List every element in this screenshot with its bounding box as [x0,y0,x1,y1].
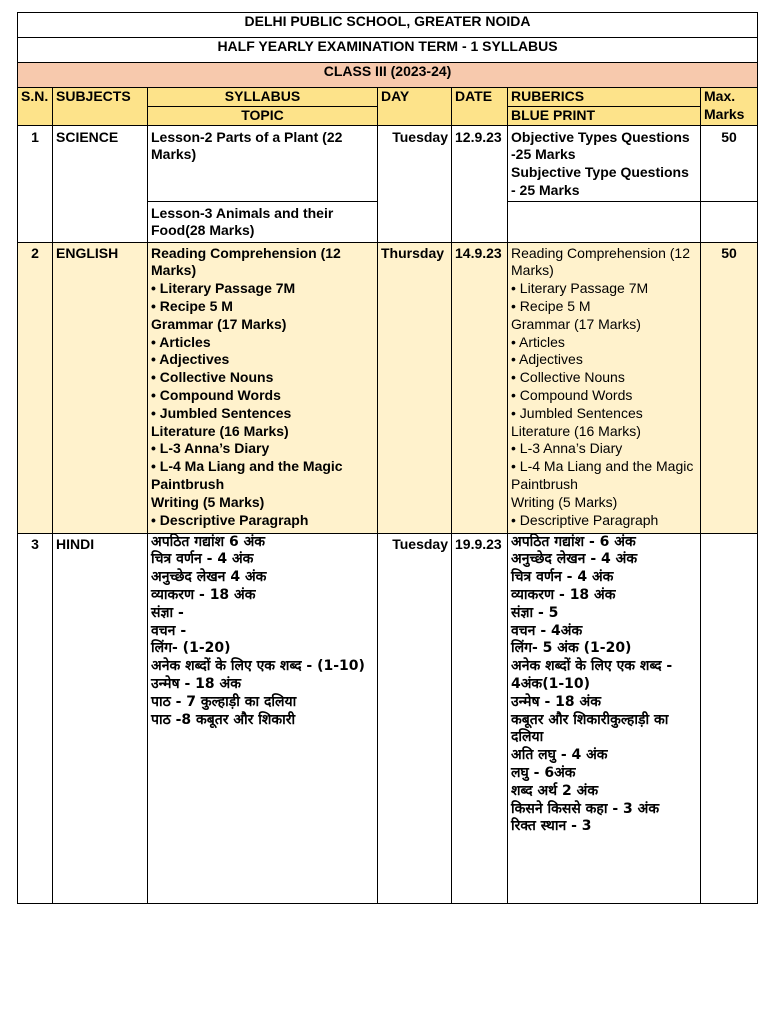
row-topics [148,533,378,903]
col-header-blueprint: BLUE PRINT [508,106,701,125]
list-item: उन्मेष - 18 अंक [511,693,601,710]
list-item: Grammar (17 Marks) [511,315,641,332]
syllabus-table [17,12,758,904]
list-item: अति लघु - 4 अंक [511,747,608,764]
table-row-english [18,242,758,533]
list-item: • Adjectives [511,351,583,368]
list-item: रिक्त स्थान - 3 [511,818,592,835]
list-item: • Collective Nouns [511,369,625,386]
list-item: • Recipe 5 M [511,297,591,314]
row-subject: SCIENCE [53,125,148,242]
col-header-day: DAY [378,88,452,126]
row-blueprint [508,533,701,903]
row-topic: Lesson-2 Parts of a Plant (22 Marks) [148,125,378,201]
list-item: वचन - 4अंक [511,622,583,639]
list-item: किसने किससे कहा - 3 अंक [511,800,660,817]
school-title: DELHI PUBLIC SCHOOL, GREATER NOIDA [18,13,758,38]
list-item: • Adjectives [151,351,230,368]
row-subject: ENGLISH [53,242,148,533]
row-day: Tuesday [378,125,452,242]
list-item: • Jumbled Sentences [511,404,643,421]
row-topic: Lesson-3 Animals and their Food(28 Marks) [148,201,378,242]
list-item: लिंग- (1-20) [151,640,231,657]
row-sn: 3 [18,533,53,903]
row-topics [148,242,378,533]
row-blueprint: Objective Types Questions -25 Marks Subjective Type Questions - 25 Marks [508,125,701,201]
column-header-row [18,88,758,107]
list-item: • Compound Words [511,386,633,403]
list-item: अनुच्छेद लेखन - 4 अंक [511,551,638,568]
list-item: • L-3 Anna’s Diary [511,440,623,457]
table-row-hindi [18,533,758,903]
row-subject: HINDI [53,533,148,903]
list-item: संज्ञा - 5 [511,604,559,621]
table-row-science [18,125,758,201]
row-blueprint [508,242,701,533]
row-date: 19.9.23 [452,533,508,903]
row-blueprint-empty [508,201,701,242]
list-item: संज्ञा - [151,604,184,621]
list-item: अनुच्छेद लेखन 4 अंक [151,569,267,586]
list-item: Writing (5 Marks) [511,493,618,510]
col-header-sn: S.N. [18,88,53,126]
row-max-marks: 50 [701,242,758,533]
list-item: • Collective Nouns [151,369,274,386]
list-item: Literature (16 Marks) [511,422,641,439]
list-item: अनेक शब्दों के लिए एक शब्द - 4अंक(1-10) [511,658,673,692]
list-item: उन्मेष - 18 अंक [151,675,241,692]
list-item: अपठित गद्यांश 6 अंक [151,533,266,550]
class-title-row [18,63,758,88]
row-date: 14.9.23 [452,242,508,533]
exam-title-row [18,38,758,63]
list-item: • Articles [151,333,211,350]
list-item: लघु - 6अंक [511,764,576,781]
row-sn: 1 [18,125,53,242]
list-item: Reading Comprehension (12 Marks) [151,244,341,279]
list-item: • Jumbled Sentences [151,404,292,421]
col-header-topic: TOPIC [148,106,378,125]
list-item: • L-3 Anna’s Diary [151,440,270,457]
col-header-rubrics: RUBERICS [508,88,701,107]
row-day: Tuesday [378,533,452,903]
list-item: Literature (16 Marks) [151,422,289,439]
list-item: • Articles [511,333,565,350]
col-header-date: DATE [452,88,508,126]
list-item: व्याकरण - 18 अंक [511,586,616,603]
list-item: अनेक शब्दों के लिए एक शब्द - (1-10) [151,658,365,675]
col-header-max-marks: Max. Marks [701,88,758,126]
list-item: अपठित गद्यांश - 6 अंक [511,533,636,550]
list-item: • Recipe 5 M [151,297,233,314]
exam-title: HALF YEARLY EXAMINATION TERM - 1 SYLLABUS [18,38,758,63]
list-item: व्याकरण - 18 अंक [151,586,256,603]
list-item: चित्र वर्णन - 4 अंक [511,569,614,586]
list-item: • L-4 Ma Liang and the Magic Paintbrush [511,458,694,492]
list-item: • Literary Passage 7M [511,280,649,297]
row-max-marks [701,533,758,903]
list-item: लिंग- 5 अंक (1-20) [511,640,632,657]
list-item: Writing (5 Marks) [151,493,265,510]
row-max-marks: 50 [701,125,758,201]
school-title-row [18,13,758,38]
list-item: पाठ - 7 कुल्हाड़ी का दलिया [151,693,297,710]
col-header-syllabus: SYLLABUS [148,88,378,107]
list-item: • Descriptive Paragraph [151,511,309,528]
list-item: • L-4 Ma Liang and the Magic Paintbrush [151,458,343,492]
row-day: Thursday [378,242,452,533]
row-max-marks-empty [701,201,758,242]
list-item: पाठ -8 कबूतर और शिकारी [151,711,296,728]
list-item: • Literary Passage 7M [151,280,296,297]
list-item: • Descriptive Paragraph [511,511,659,528]
row-sn: 2 [18,242,53,533]
list-item: कबूतर और शिकारीकुल्हाड़ी का दलिया [511,711,669,746]
list-item: • Compound Words [151,386,281,403]
list-item: वचन - [151,622,187,639]
list-item: शब्द अर्थ 2 अंक [511,782,599,799]
row-date: 12.9.23 [452,125,508,242]
list-item: Reading Comprehension (12 Marks) [511,244,690,279]
class-title: CLASS III (2023-24) [18,63,758,88]
col-header-subjects: SUBJECTS [53,88,148,126]
list-item: चित्र वर्णन - 4 अंक [151,551,254,568]
list-item: Grammar (17 Marks) [151,315,287,332]
